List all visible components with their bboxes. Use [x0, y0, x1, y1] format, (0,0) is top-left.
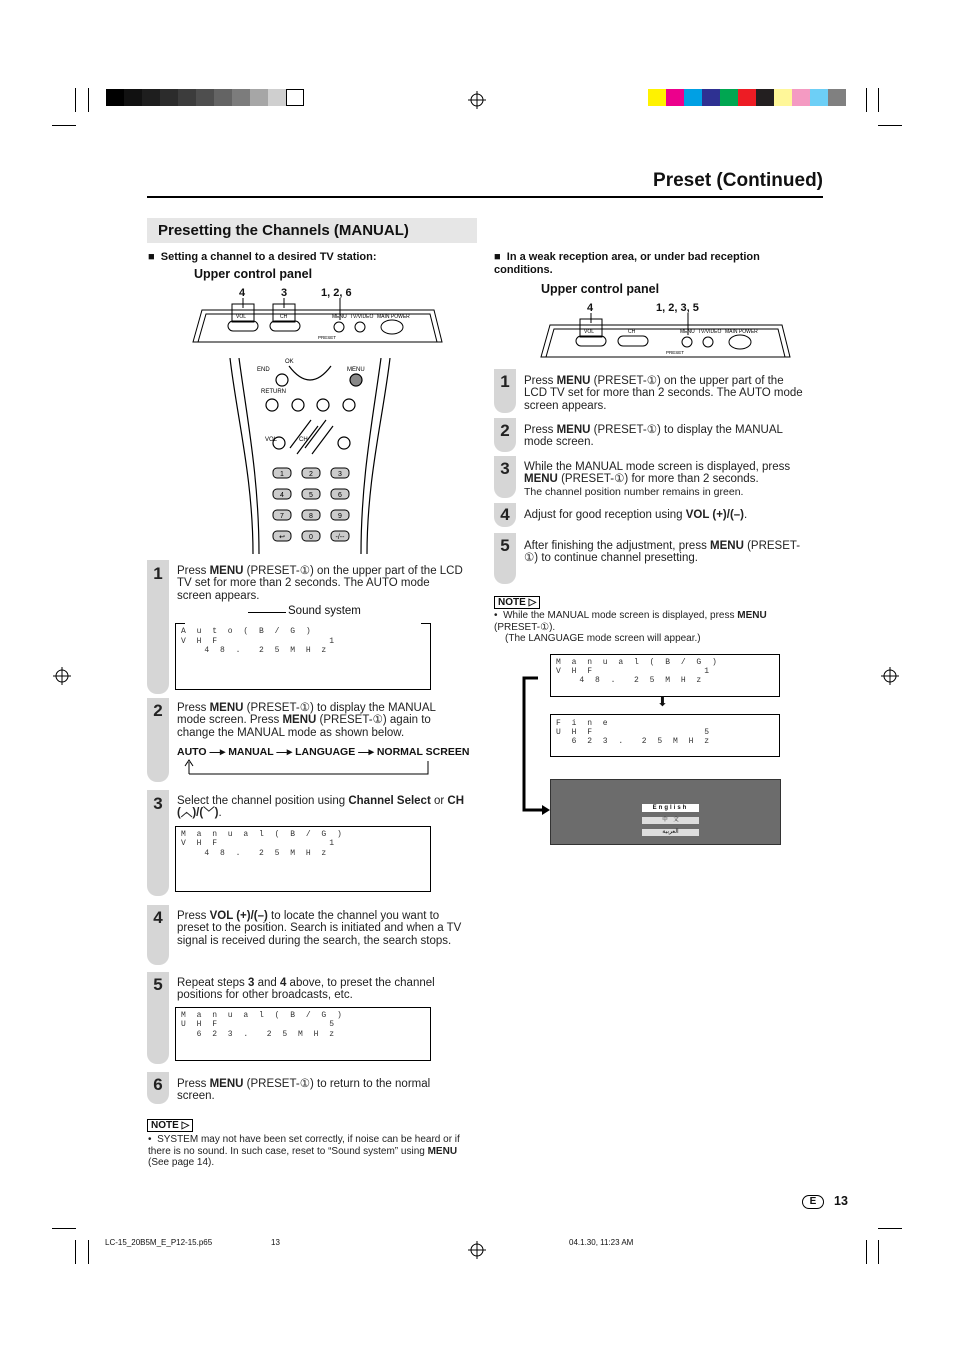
callout-menu: 1, 2, 3, 5	[656, 302, 699, 314]
left-step-5-text: Repeat steps 3 and 4 above, to preset the channel positions for other broadcasts, etc.	[177, 977, 435, 1002]
fine-tune-screen: F i n e U H F 5 6 2 3 . 2 5 M H z	[550, 714, 780, 757]
keypad-label: 4	[280, 492, 284, 499]
color-swatch	[286, 89, 304, 106]
auto-mode-screen: A u t o ( B / G ) V H F 1 4 8 . 2 5 M H z	[175, 623, 431, 690]
svg-text:PRESET: PRESET	[318, 335, 337, 340]
left-step-3-text: Select the channel position using Channel Select or CH (︿)/(﹀).	[177, 795, 465, 820]
upper-control-panel-diagram	[190, 298, 445, 348]
manual-mode-screen-vhf: M a n u a l ( B / G ) V H F 1 4 8 . 2 5 M H z	[175, 826, 431, 892]
section-heading: Presetting the Channels (MANUAL)	[158, 222, 409, 239]
color-swatch	[756, 89, 774, 106]
mode-flow: AUTO —▸ MANUAL —▸ LANGUAGE —▸ NORMAL SCREEN	[177, 746, 470, 758]
arrow-right-icon: —▸	[276, 746, 293, 758]
color-swatch	[792, 89, 810, 106]
keypad-label: -/--	[335, 534, 345, 541]
step-number: 1	[500, 372, 510, 391]
right-panel-label: Upper control panel	[541, 282, 660, 296]
section-heading-bar	[147, 218, 477, 243]
svg-text:VOL: VOL	[584, 329, 595, 335]
svg-text:TV/VIDEO: TV/VIDEO	[698, 329, 722, 335]
title-rule	[147, 196, 823, 198]
footer-timestamp: 04.1.30, 11:23 AM	[569, 1238, 634, 1247]
svg-text:MENU: MENU	[680, 329, 695, 335]
arrow-down-icon: ⬇	[657, 694, 668, 709]
step-number: 4	[500, 505, 510, 524]
callout-vol: 4	[587, 302, 594, 314]
triangle-right-icon: ▷	[528, 597, 537, 608]
manual-mode-screen-uhf: M a n u a l ( B / G ) U H F 5 6 2 3 . 2 5 M H z	[175, 1007, 431, 1061]
right-note-label: NOTE ▷	[494, 596, 540, 609]
left-step-2-text: Press MENU (PRESET-①) to display the MANUAL mode screen. Press MENU (PRESET-①) again to change the MANUAL mode as shown below.	[177, 702, 436, 739]
mode-return-arrow	[184, 758, 434, 776]
color-swatch	[648, 89, 666, 106]
color-swatch	[666, 89, 684, 106]
arrow-right-icon: —▸	[358, 746, 374, 758]
color-swatch	[684, 89, 702, 106]
left-step-4-text: Press VOL (+)/(–) to locate the channel you want to preset to the position. Search is initiated and when a TV signal is received during the search, the search stops.	[177, 910, 462, 947]
page-number: 13	[834, 1194, 848, 1208]
svg-text:RETURN: RETURN	[261, 389, 286, 395]
svg-text:MENU: MENU	[332, 314, 347, 320]
right-step-5-text: After finishing the adjustment, press MENU (PRESET-①) to continue channel presetting.	[524, 540, 801, 565]
svg-text:CH: CH	[299, 437, 308, 443]
callout-ch: 3	[281, 287, 288, 299]
svg-text:END: END	[257, 367, 270, 373]
color-swatch	[810, 89, 828, 106]
right-intro: ■ In a weak reception area, or under bad reception conditions.	[494, 251, 760, 276]
svg-text:OK: OK	[285, 359, 294, 365]
keypad-label: 8	[309, 513, 313, 520]
right-step-2-text: Press MENU (PRESET-①) to display the MANUAL mode screen.	[524, 424, 783, 449]
region-badge: E	[802, 1195, 824, 1209]
svg-text:CH: CH	[280, 314, 288, 320]
triangle-right-icon: ▷	[181, 1120, 190, 1131]
sound-system-label: Sound system	[288, 605, 361, 617]
remote-control-diagram	[225, 358, 395, 554]
arrow-right-icon: —▸	[209, 746, 226, 758]
footer-filename: LC-15_20B5M_E_P12-15.p65	[105, 1238, 213, 1247]
step-number: 2	[500, 421, 510, 440]
keypad-label: 5	[309, 492, 313, 499]
svg-text:CH: CH	[628, 329, 636, 335]
right-note-text: • While the MANUAL mode screen is displayed, press MENU (PRESET-①). (The LANGUAGE mode screen will appear.)	[494, 610, 767, 644]
manual-screen-right: M a n u a l ( B / G ) V H F 1 4 8 . 2 5 M H z	[550, 654, 780, 697]
footer-file-page: 13	[271, 1238, 280, 1247]
language-option-arabic: العربية	[642, 829, 699, 836]
left-note-label: NOTE ▷	[147, 1119, 193, 1132]
color-swatch	[738, 89, 756, 106]
color-swatch	[142, 89, 160, 106]
keypad-label: ↩	[279, 534, 285, 541]
keypad-label: 2	[309, 471, 313, 478]
left-panel-label: Upper control panel	[194, 267, 313, 281]
color-swatch	[268, 89, 286, 106]
svg-text:TV/VIDEO: TV/VIDEO	[350, 314, 374, 320]
color-swatch	[232, 89, 250, 106]
color-swatch	[774, 89, 792, 106]
color-swatch	[106, 89, 124, 106]
keypad-label: 6	[338, 492, 342, 499]
color-swatch	[214, 89, 232, 106]
svg-text:VOL: VOL	[236, 314, 247, 320]
svg-text:MENU: MENU	[347, 367, 365, 373]
language-option-english: English	[642, 804, 699, 812]
svg-text:MAIN POWER: MAIN POWER	[377, 314, 410, 320]
callout-vol: 4	[239, 287, 246, 299]
left-note-text: • SYSTEM may not have been set correctly, if noise can be heard or if there is no sound. In such case, reset to “Sound system” using MENU (See page 14).	[148, 1134, 460, 1168]
square-bullet-icon: ■	[148, 251, 155, 263]
left-step-6-text: Press MENU (PRESET-①) to return to the normal screen.	[177, 1078, 431, 1103]
keypad-label: 1	[280, 471, 284, 478]
color-swatch	[178, 89, 196, 106]
svg-text:MAIN POWER: MAIN POWER	[725, 329, 758, 335]
keypad-label: 3	[338, 471, 342, 478]
square-bullet-icon: ■	[494, 251, 501, 263]
color-swatch	[160, 89, 178, 106]
left-step-1-text: Press MENU (PRESET-①) on the upper part of the LCD TV set for more than 2 seconds. The AUTO mode screen appears.	[177, 565, 463, 602]
sound-system-leader-line	[248, 612, 286, 613]
language-arrow	[518, 675, 554, 815]
step-number: 3	[500, 459, 510, 478]
step-number: 1	[153, 564, 163, 583]
color-swatch	[720, 89, 738, 106]
svg-text:VOL: VOL	[265, 437, 278, 443]
color-swatch	[828, 89, 846, 106]
keypad-label: 7	[280, 513, 284, 520]
right-step-4-text: Adjust for good reception using VOL (+)/(–).	[524, 509, 748, 521]
color-swatch	[702, 89, 720, 106]
right-step-3-text: While the MANUAL mode screen is displayed, press MENU (PRESET-①) for more than 2 seconds. The channel position number remains in green.	[524, 461, 791, 498]
step-number: 6	[153, 1075, 163, 1094]
step-number: 2	[153, 701, 163, 720]
color-swatch	[124, 89, 142, 106]
keypad-label: 9	[338, 513, 342, 520]
step-number: 5	[500, 536, 510, 555]
callout-menu: 1, 2, 6	[321, 287, 352, 299]
language-mode-screen	[550, 779, 781, 845]
page-title: Preset (Continued)	[653, 170, 823, 191]
color-swatch	[196, 89, 214, 106]
left-intro: ■ Setting a channel to a desired TV station:	[148, 251, 377, 263]
language-option-chinese: 中 文	[642, 817, 699, 824]
step-number: 4	[153, 908, 163, 927]
step-number: 5	[153, 975, 163, 994]
color-swatch	[250, 89, 268, 106]
right-step-1-text: Press MENU (PRESET-①) on the upper part of the LCD TV set for more than 2 seconds. The AUTO mode screen appears.	[524, 375, 803, 412]
upper-control-panel-diagram	[538, 313, 793, 363]
keypad-label: 0	[309, 534, 313, 541]
step-number: 3	[153, 794, 163, 813]
svg-text:PRESET: PRESET	[666, 350, 685, 355]
